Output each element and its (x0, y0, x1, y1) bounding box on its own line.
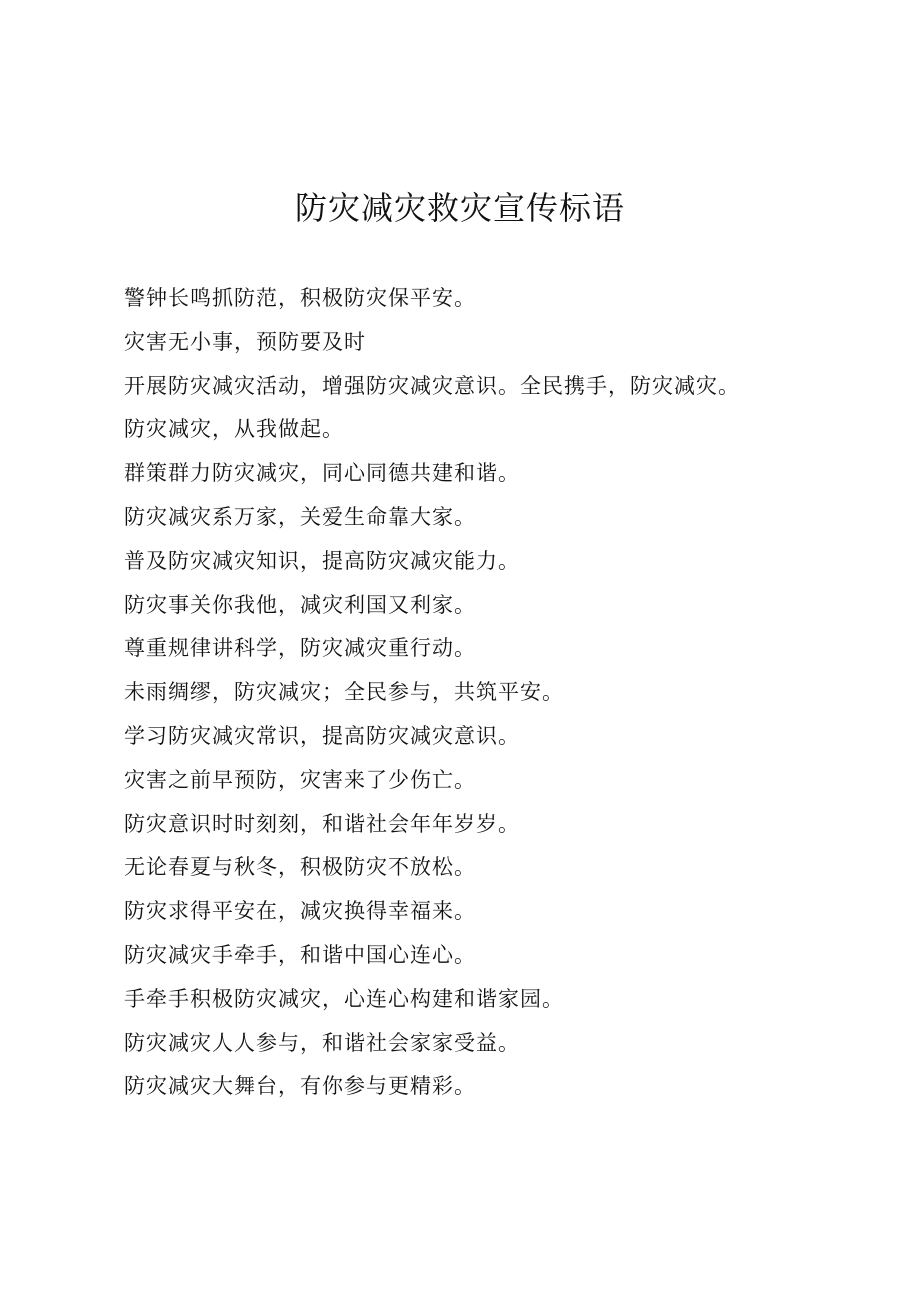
slogan-line: 手牵手积极防灾减灾，心连心构建和谐家园。 (124, 986, 564, 1011)
slogan-line: 防灾减灾人人参与，和谐社会家家受益。 (124, 1030, 520, 1055)
slogan-line: 防灾事关你我他，减灾利国又利家。 (124, 592, 476, 617)
slogan-line: 普及防灾减灾知识，提高防灾减灾能力。 (124, 548, 520, 573)
slogan-line: 防灾减灾手牵手，和谐中国心连心。 (124, 942, 476, 967)
slogan-line: 无论春夏与秋冬，积极防灾不放松。 (124, 855, 476, 880)
slogan-line: 防灾减灾大舞台，有你参与更精彩。 (124, 1074, 476, 1099)
slogan-line: 警钟长鸣抓防范，积极防灾保平安。 (124, 286, 476, 310)
slogan-line: 防灾意识时时刻刻，和谐社会年年岁岁。 (124, 811, 520, 836)
slogan-line: 灾害之前早预防，灾害来了少伤亡。 (124, 767, 476, 792)
document-title: 防灾减灾救灾宣传标语 (294, 189, 625, 227)
slogan-line: 开展防灾减灾活动，增强防灾减灾意识。全民携手，防灾减灾。 (124, 373, 740, 398)
slogan-line: 防灾减灾，从我做起。 (124, 417, 344, 442)
slogan-list (124, 277, 844, 1109)
slogan-line: 群策群力防灾减灾，同心同德共建和谐。 (124, 461, 520, 486)
slogan-line: 防灾求得平安在，减灾换得幸福来。 (124, 899, 476, 924)
slogan-line: 防灾减灾系万家，关爱生命靠大家。 (124, 504, 476, 529)
slogan-line: 尊重规律讲科学，防灾减灾重行动。 (124, 636, 476, 661)
slogan-line: 未雨绸缪，防灾减灾；全民参与，共筑平安。 (124, 680, 564, 705)
slogan-line: 灾害无小事，预防要及时 (124, 329, 366, 354)
slogan-line: 学习防灾减灾常识，提高防灾减灾意识。 (124, 723, 520, 748)
